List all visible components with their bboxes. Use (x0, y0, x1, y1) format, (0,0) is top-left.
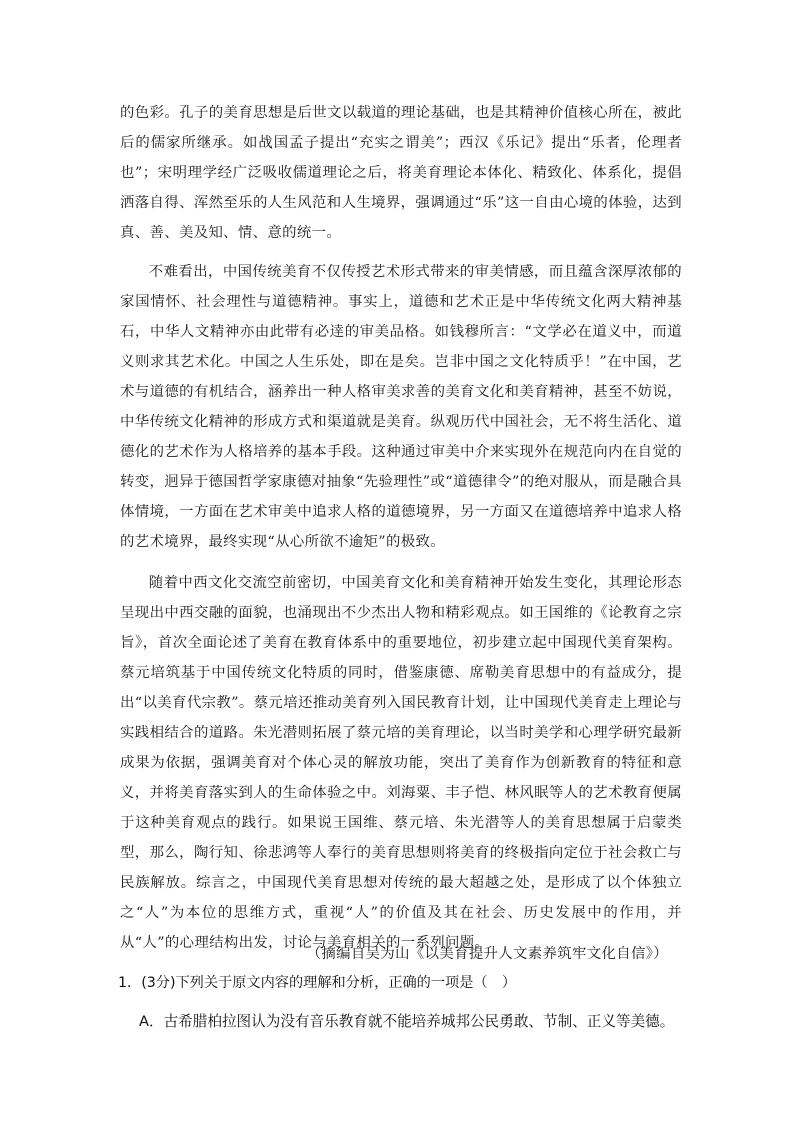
passage-paragraph-2: 不难看出，中国传统美育不仅传授艺术形式带来的审美情感，而且蕴含深厚浓郁的家国情怀、社会理性与道德精神。事实上，道德和艺术正是中华传统文化两大精神基石，中华人文精神亦由此带有必逹的审美品格。如钱穆所言：“文学必在道义中，而道义则求其艺术化。中国之人生乐处，即在是矣。岂非中国之文化特质乎！”在中国，艺术与道德的有机结合，涵养出一种人格审美求善的美育文化和美育精神，甚至不妨说，中华传统文化精神的形成方式和渠道就是美育。纵观历代中国社会，无不将生活化、道德化的艺术作为人格培养的基本手段。这种通过审美中介来实现外在规范向内在自觉的转变，迥异于德国哲学家康德对抽象“先验理性”或“道德律令”的绝对服从，而是融合具体情境，一方面在艺术审美中追求人格的道德境界，另一方面又在道德培养中追求人格的艺术境界，最终实现“从心所欲不逾矩”的极致。 (120, 264, 682, 550)
passage-paragraph-1: 的色彩。孔子的美育思想是后世文以载道的理论基础，也是其精神价值核心所在，被此后的儒家所继承。如战国孟子提出“充实之谓美”；西汉《乐记》提出“乐者，伦理者也”；宋明理学经广泛吸收儒道理论之后，将美育理论本体化、精致化、体系化，提倡洒落自得、浑然至乐的人生风范和人生境界，强调通过“乐”这一自由心境的体验，达到真、善、美及知、情、意的统一。 (120, 105, 682, 241)
question-1-option-a: A．古希腊柏拉图认为没有音乐教育就不能培养城邦公民勇敢、节制、正义等美德。 (139, 1013, 675, 1030)
question-1-stem: 1．(3分)下列关于原文内容的理解和分析，正确的一项是（ ） (118, 975, 517, 991)
passage-paragraph-3: 随着中西文化交流空前密切，中国美育文化和美育精神开始发生变化，其理论形态呈现出中西交融的面貌，也涌现出不少杰出人物和精彩观点。如王国维的《论教育之宗旨》，首次全面论述了美育在教育体系中的重要地位，初步建立起中国现代美育架构。蔡元培筑基于中国传统文化特质的同时，借鉴康德、席勒美育思想中的有益成分，提出“以美育代宗教”。蔡元培还推动美育列入国民教育计划，让中国现代美育走上理论与实践相结合的道路。朱光潜则拓展了蔡元培的美育理论，以当时美学和心理学研究最新成果为依据，强调美育对个体心灵的解放功能，突出了美育作为创新教育的特征和意义，并将美育落实到人的生命体验之中。刘海粟、丰子恺、林风眠等人的艺术教育便属于这种美育观点的践行。如果说王国维、蔡元培、朱光潜等人的美育思想属于启蒙类型，那么，陶行知、徐悲鸿等人奉行的美育思想则将美育的终极指向定位于社会救亡与民族解放。综言之，中国现代美育思想对传统的最大超越之处，是形成了以个体独立之“人”为本位的思维方式，重视“人”的价值及其在社会、历史发展中的作用，并从“人”的心理结构出发，讨论与美育相关的一系列问题。 (120, 575, 682, 951)
source-citation: （摘编自吴为山《以美育提升人文素养筑牢文化自信》） (306, 946, 668, 962)
